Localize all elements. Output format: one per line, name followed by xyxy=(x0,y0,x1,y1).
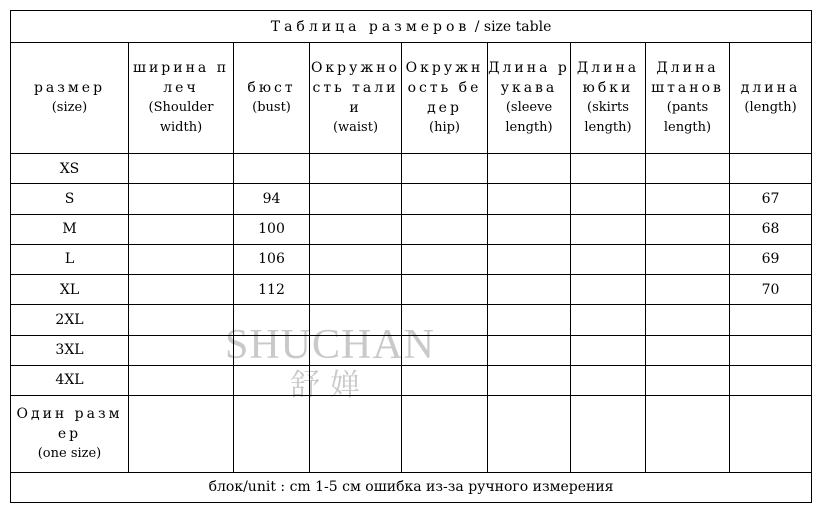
column-header xyxy=(129,43,234,154)
cell-size: L xyxy=(11,244,129,274)
table-row xyxy=(11,244,812,274)
cell-waist xyxy=(310,244,402,274)
cell-hip xyxy=(402,154,488,184)
watermark-cjk: 舒婵 xyxy=(290,368,370,403)
cell-bust: 100 xyxy=(234,214,310,244)
column-header-en: (size) xyxy=(51,100,88,116)
cell-sleeve xyxy=(488,365,571,395)
cell-shoulder xyxy=(129,184,234,214)
table-row xyxy=(11,335,812,365)
column-header-ru: Окружность талии xyxy=(310,60,401,117)
cell-size: XL xyxy=(11,275,129,305)
one-size-label-en: (one size) xyxy=(37,445,102,461)
cell-sleeve xyxy=(488,154,571,184)
cell-bust: 106 xyxy=(234,244,310,274)
cell-sleeve xyxy=(488,335,571,365)
cell-bust: 94 xyxy=(234,184,310,214)
table-title-en: size table xyxy=(483,18,552,35)
cell-shoulder xyxy=(129,335,234,365)
cell-hip xyxy=(402,396,488,473)
cell-length xyxy=(730,335,812,365)
column-header xyxy=(646,43,730,154)
cell-size: 4XL xyxy=(11,365,129,395)
cell-skirt xyxy=(571,244,646,274)
column-header-en: (sleeve length) xyxy=(505,100,553,136)
cell-pants xyxy=(646,214,730,244)
cell-shoulder xyxy=(129,275,234,305)
size-table xyxy=(10,10,812,503)
cell-shoulder xyxy=(129,365,234,395)
column-header xyxy=(488,43,571,154)
column-header-en: (waist) xyxy=(332,120,379,136)
column-header xyxy=(234,43,310,154)
cell-bust: 112 xyxy=(234,275,310,305)
cell-sleeve xyxy=(488,244,571,274)
table-row xyxy=(11,154,812,184)
cell-size: M xyxy=(11,214,129,244)
cell-bust xyxy=(234,335,310,365)
cell-hip xyxy=(402,335,488,365)
column-header xyxy=(310,43,402,154)
column-header-ru: Длина рукава xyxy=(488,60,570,97)
column-header-ru: Длина штанов xyxy=(651,60,724,97)
table-title-ru: Таблица размеров xyxy=(270,18,471,35)
cell-waist xyxy=(310,184,402,214)
cell-waist xyxy=(310,214,402,244)
table-title xyxy=(11,11,812,43)
table-row xyxy=(11,275,812,305)
cell-pants xyxy=(646,154,730,184)
table-row xyxy=(11,184,812,214)
cell-skirt xyxy=(571,154,646,184)
cell-skirt xyxy=(571,396,646,473)
table-title-separator: / xyxy=(470,18,484,35)
cell-skirt xyxy=(571,335,646,365)
cell-shoulder xyxy=(129,244,234,274)
column-header xyxy=(11,43,129,154)
column-header-ru: бюст xyxy=(247,80,296,97)
column-header-en: (Shoulder width) xyxy=(148,100,214,136)
cell-waist xyxy=(310,154,402,184)
cell-hip xyxy=(402,184,488,214)
cell-hip xyxy=(402,214,488,244)
column-header-en: (length) xyxy=(744,100,797,116)
cell-pants xyxy=(646,244,730,274)
column-header-ru: длина xyxy=(740,80,801,97)
one-size-label-ru: Один размер xyxy=(16,405,123,442)
cell-hip xyxy=(402,305,488,335)
cell-pants xyxy=(646,184,730,214)
column-header-ru: Окружность бедер xyxy=(405,60,484,117)
table-row xyxy=(11,365,812,395)
cell-size: S xyxy=(11,184,129,214)
cell-shoulder xyxy=(129,154,234,184)
cell-skirt xyxy=(571,275,646,305)
table-row-one-size xyxy=(11,396,812,473)
cell-waist xyxy=(310,365,402,395)
cell-length xyxy=(730,396,812,473)
cell-hip xyxy=(402,244,488,274)
cell-length: 67 xyxy=(730,184,812,214)
column-header xyxy=(402,43,488,154)
cell-skirt xyxy=(571,214,646,244)
cell-pants xyxy=(646,396,730,473)
cell-sleeve xyxy=(488,214,571,244)
cell-waist xyxy=(310,396,402,473)
column-header xyxy=(730,43,812,154)
cell-bust xyxy=(234,154,310,184)
cell-sleeve xyxy=(488,184,571,214)
cell-hip xyxy=(402,275,488,305)
table-footer: блок/unit : cm 1-5 см ошибка из-за ручного измерения xyxy=(11,472,812,502)
column-header-ru: Длина юбки xyxy=(576,60,640,97)
cell-waist xyxy=(310,275,402,305)
cell-length xyxy=(730,154,812,184)
column-header-en: (pants length) xyxy=(663,100,712,136)
cell-length xyxy=(730,365,812,395)
cell-sleeve xyxy=(488,275,571,305)
column-header-ru: размер xyxy=(33,80,106,97)
cell-size: 3XL xyxy=(11,335,129,365)
cell-shoulder xyxy=(129,214,234,244)
column-header xyxy=(571,43,646,154)
cell-waist xyxy=(310,335,402,365)
cell-pants xyxy=(646,335,730,365)
cell-shoulder xyxy=(129,396,234,473)
cell-length: 69 xyxy=(730,244,812,274)
cell-length: 70 xyxy=(730,275,812,305)
cell-bust xyxy=(234,305,310,335)
cell-pants xyxy=(646,365,730,395)
cell-size xyxy=(11,396,129,473)
cell-shoulder xyxy=(129,305,234,335)
cell-size: XS xyxy=(11,154,129,184)
cell-skirt xyxy=(571,365,646,395)
column-header-ru: ширина плеч xyxy=(132,60,230,97)
header-row xyxy=(11,43,812,154)
column-header-en: (skirts length) xyxy=(584,100,632,136)
column-header-en: (hip) xyxy=(429,120,460,136)
cell-pants xyxy=(646,275,730,305)
column-header-en: (bust) xyxy=(252,100,291,116)
table-row xyxy=(11,214,812,244)
cell-size: 2XL xyxy=(11,305,129,335)
cell-skirt xyxy=(571,184,646,214)
cell-hip xyxy=(402,365,488,395)
cell-sleeve xyxy=(488,396,571,473)
cell-waist xyxy=(310,305,402,335)
watermark-latin: SHUCHAN xyxy=(224,322,436,368)
cell-bust xyxy=(234,365,310,395)
cell-skirt xyxy=(571,305,646,335)
cell-length xyxy=(730,305,812,335)
cell-pants xyxy=(646,305,730,335)
cell-length: 68 xyxy=(730,214,812,244)
table-row xyxy=(11,305,812,335)
cell-sleeve xyxy=(488,305,571,335)
cell-bust xyxy=(234,396,310,473)
